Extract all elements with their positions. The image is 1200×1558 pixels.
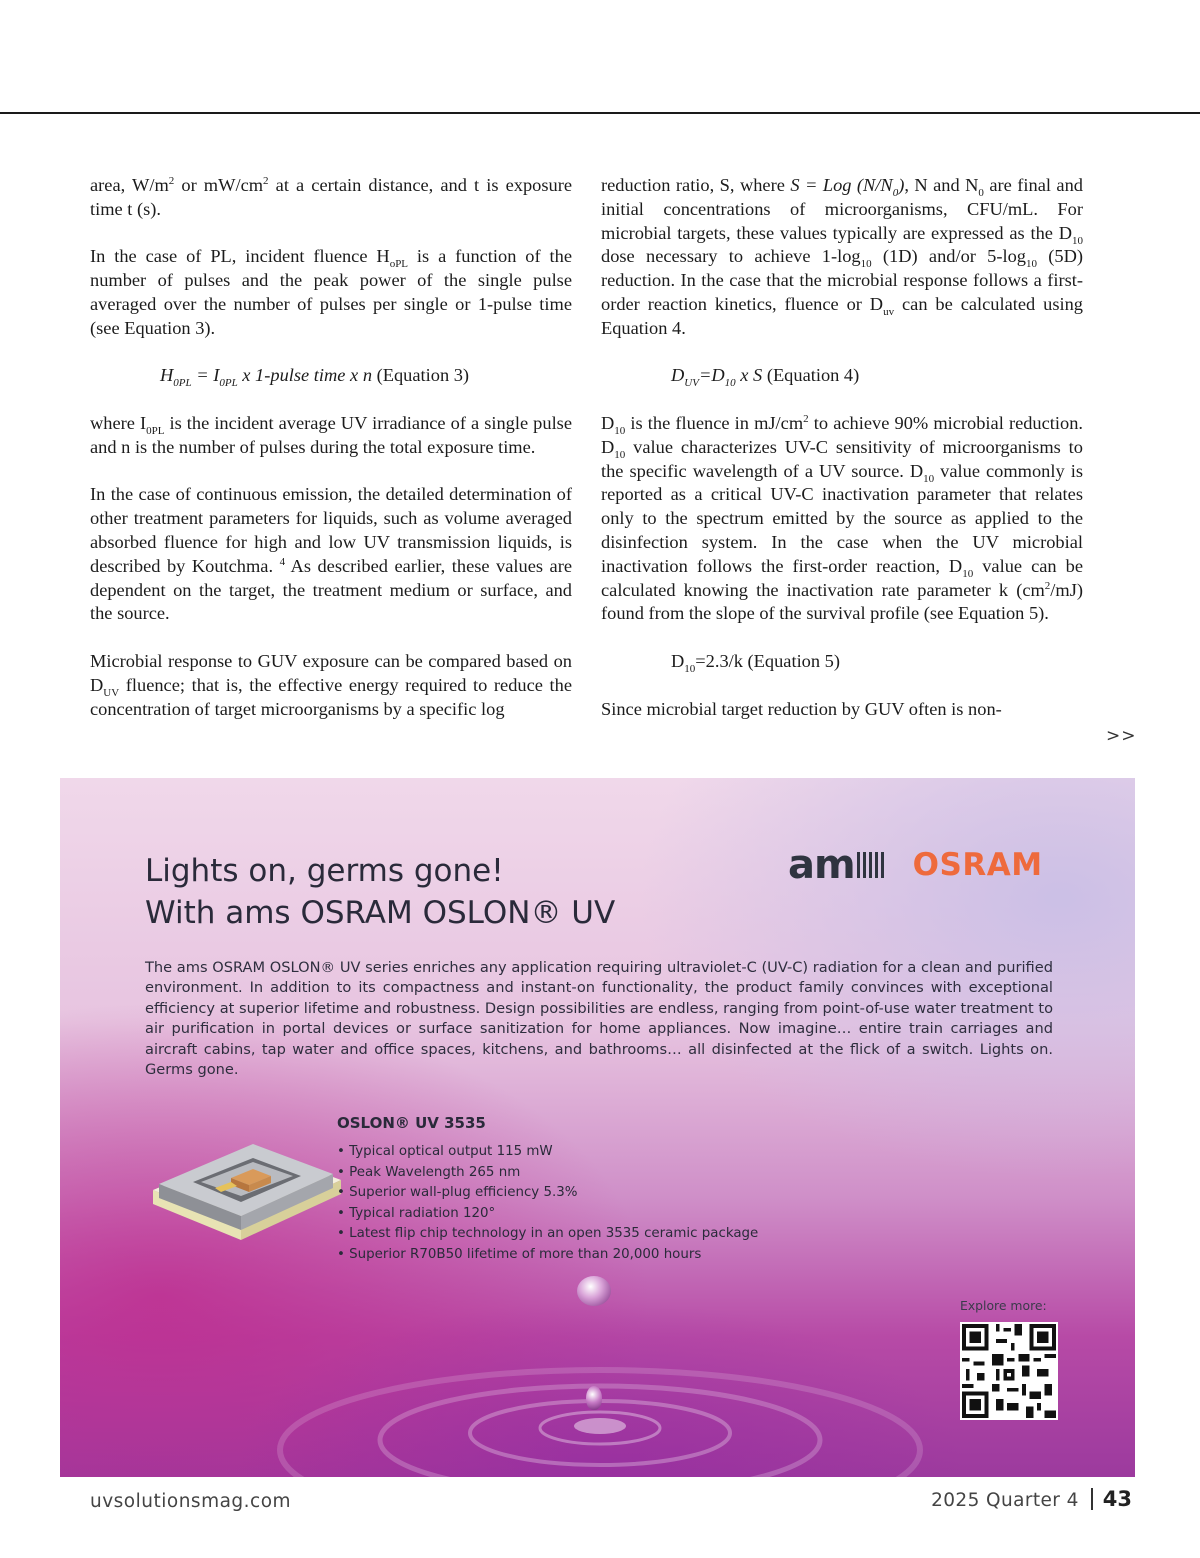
list-item: • Typical radiation 120° (337, 1205, 496, 1221)
ad-body-text: The ams OSRAM OSLON® UV series enriches any application requiring ultraviolet-C (UV-C) radiation for a clean and purified environment. In addition to its compactness and instant-on functionality, the product family convinces with exceptional efficiency at superior lifetime and robustness. Design possibilities are endless, ranging from point-of-use water treatment to air purification in portal devices or surface sanitization for home appliances. Now imagine… entire train carriages and aircraft cabins, tap water and office spaces, kitchens, and bathrooms… all disinfected at the flick of a switch. Lights on. Germs gone. (145, 959, 1053, 1079)
ad-headline (145, 850, 615, 934)
paragraph: area, $W/m^2$ or $mW/cm^2$ at a certain distance, and t is exposure time t (s). (90, 175, 573, 219)
feature-list (337, 1142, 758, 1266)
product-title: OSLON® UV 3535 (337, 1114, 486, 1132)
ams-logo-mark-icon (857, 852, 887, 878)
equation-4: $D_{UV}=D_{10}$ x S (Equation 4) (671, 365, 860, 390)
paragraph: $D_{10}$ is the fluence in $mJ/cm^2$ to achieve 90% microbial reduction. $D_{10}$ value characterizes UV-C sensitivity of microorganisms to the specific wavelength of a UV source. $D_{10}$ value commonly is reported as a critical UV-C inactivation parameter that relates only to the spectrum emitted by the source as applied to the disinfection system. In the case when the UV microbial inactivation follows the first-order reaction, $D_{10}$ value can be calculated knowing the inactivation rate parameter k $(cm^2/mJ)$ found from the slope of the survival profile (see Equation 5). (601, 412, 1083, 624)
site-url[interactable]: uvsolutionsmag.com (90, 1491, 292, 1512)
list-item: • Superior wall-plug efficiency 5.3% (337, 1185, 578, 1201)
list-item: • Typical optical output 115 mW (337, 1144, 553, 1159)
qr-code-icon[interactable] (960, 1322, 1058, 1420)
paragraph: In the case of PL, incident fluence $H_{oPL}$ is a function of the number of pulses and the peak power of the single pulse averaged over the number of pulses per single or 1-pulse time (see Equation 3). (90, 246, 572, 338)
equation-5: $D_{10}=2.3/k$ (Equation 5) (671, 650, 840, 675)
paragraph: where $I_{0PL}$ is the incident average UV irradiance of a single pulse and n is the number of pulses during the total exposure time. (90, 412, 572, 457)
page-number: 43 (1102, 1487, 1132, 1511)
product-specs (337, 1114, 758, 1266)
ad-headline-line: With ams OSRAM OSLON® UV (145, 895, 616, 931)
list-item: • Latest flip chip technology in an open 3535 ceramic package (337, 1226, 759, 1242)
ams-osram-logo (788, 842, 1043, 888)
divider (1091, 1488, 1093, 1510)
ad-headline-line: Lights on, germs gone! (145, 853, 504, 889)
left-column (90, 174, 572, 721)
list-item: • Peak Wavelength 265 nm (337, 1164, 521, 1180)
issue-label: 2025 Quarter 4 (931, 1490, 1079, 1511)
paragraph: Since microbial target reduction by GUV often is non- (601, 698, 1002, 719)
continue-marker[interactable]: >> (1106, 726, 1137, 746)
advertisement[interactable] (60, 778, 1135, 1477)
equation-3: $H_{0PL} = I_{0PL}$ x 1-pulse time x n (Equation 3) (160, 365, 470, 390)
explore-label: Explore more: (960, 1298, 1047, 1313)
list-item: • Superior R70B50 lifetime of more than 20,000 hours (337, 1246, 702, 1262)
water-droplet (586, 1386, 602, 1410)
led-chip-image (145, 1118, 345, 1268)
page-info (931, 1487, 1132, 1511)
right-column (601, 174, 1083, 721)
osram-wordmark: OSRAM (912, 847, 1043, 883)
paragraph: Microbial response to GUV exposure can be compared based on $D_{UV}$ fluence; that is, the effective energy required to reduce the concentration of target microorganisms by a specific log (90, 650, 572, 719)
paragraph: reduction ratio, S, where S = Log $(N/N_0)$, N and $N_0$ are final and initial concentrations of microorganisms, CFU/mL. For microbial targets, these values typically are expressed as the $D_{10}$ dose necessary to achieve $1-\log_{10}$ (1D) and/or $5-\log_{10}$ (5D) reduction. In the case that the microbial response follows a first-order reaction kinetics, fluence or $D_{uv}$ can be calculated using Equation 4. (601, 175, 1084, 338)
paragraph: In the case of continuous emission, the detailed determination of other treatment parameters for liquids, such as volume averaged absorbed fluence for high and low UV transmission liquids, is described by Koutchma. $^4$ As described earlier, these values are dependent on the target, the treatment medium or surface, and the source. (90, 484, 572, 624)
ams-wordmark: am (788, 842, 855, 888)
water-droplet (577, 1276, 611, 1306)
water-ripples (250, 1358, 950, 1477)
header-rule (0, 112, 1200, 114)
